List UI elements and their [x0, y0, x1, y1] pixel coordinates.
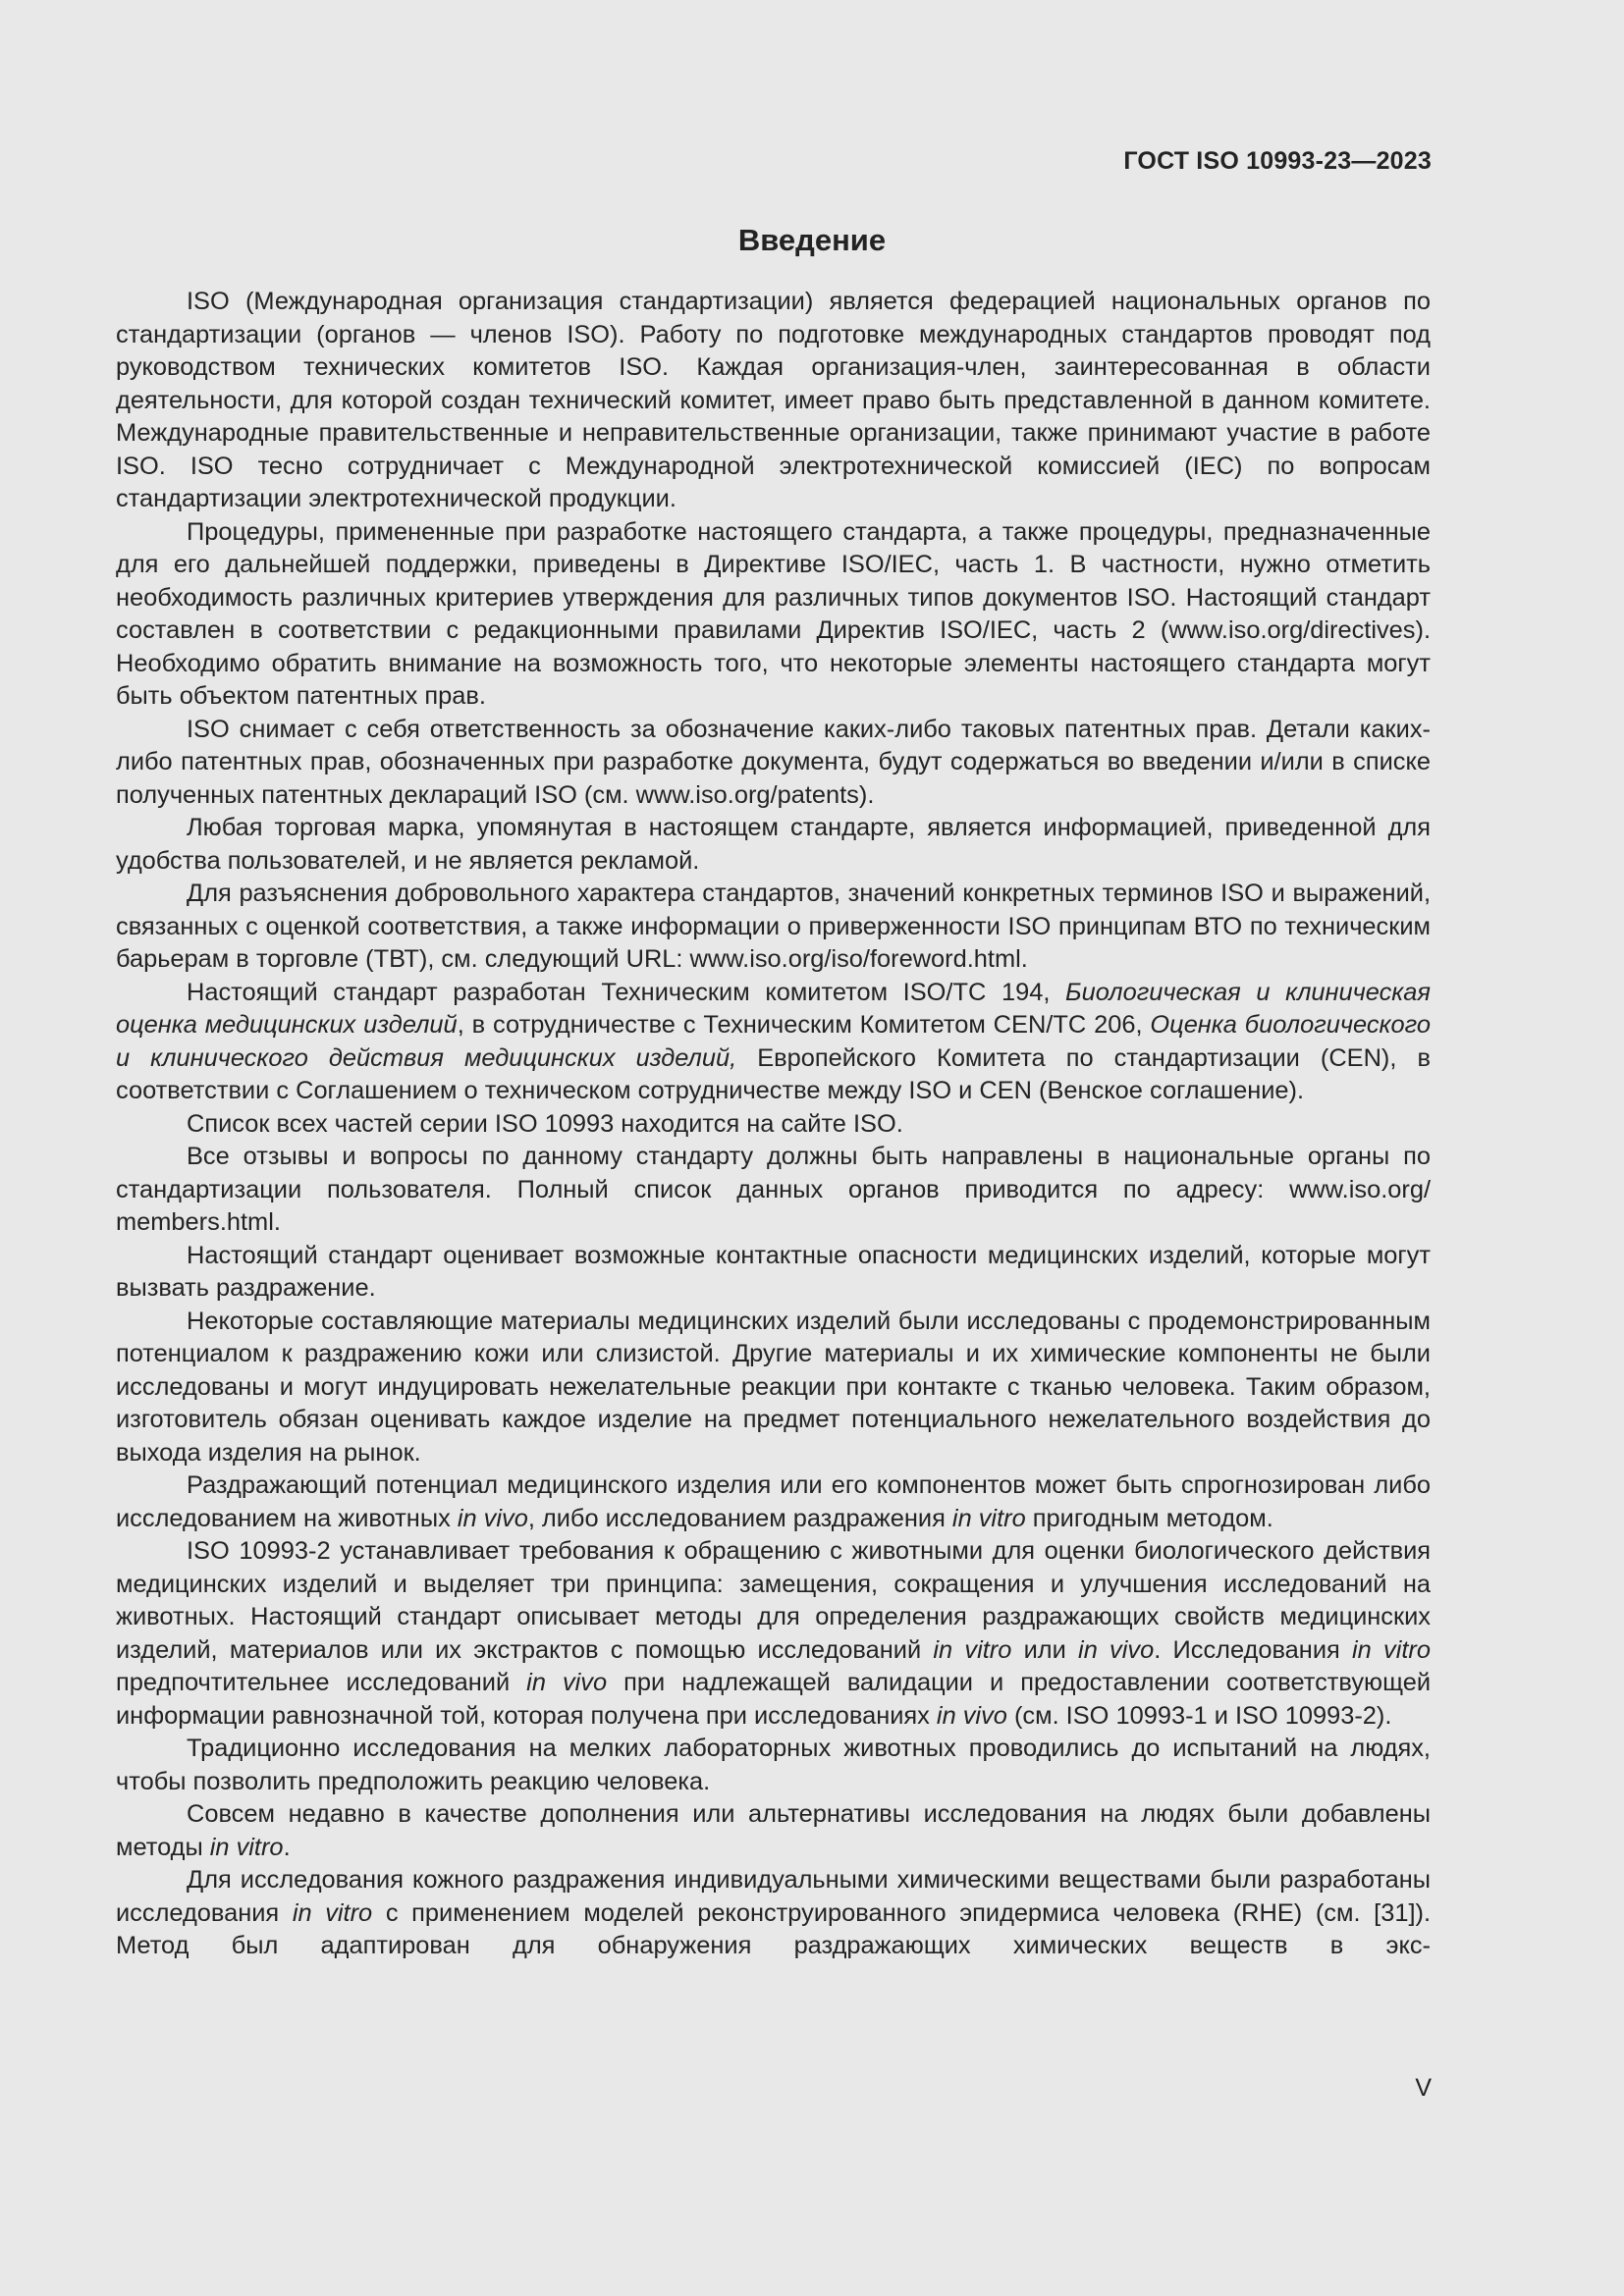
text-run: . Исследования: [1154, 1635, 1352, 1664]
paragraph: [116, 1306, 1431, 1470]
paragraph: [116, 1864, 1431, 1963]
text-run: Процедуры, примененные при разработке настоящего стандарта, а также процедуры, предназначенные для его дальнейшей поддержки, приведены в Директиве ISO/IEC, часть 1. В частности, нужно отметить необходимость различных критериев утверждения для различных типов документов ISO. Настоящий стандарт составлен в соответствии с редакционными правилами Директив ISO/IEC, часть 2 (www.iso.org/directives). Необходимо обратить внимание на возможность того, что некоторые элементы настоящего стандарта могут быть объектом патентных прав.: [116, 517, 1431, 710]
text-run: , в сотрудничестве с Техническим Комитетом CEN/TC 206,: [457, 1011, 1151, 1039]
body-text: [116, 286, 1431, 1963]
paragraph: [116, 1535, 1431, 1733]
text-run: Любая торговая марка, упомянутая в настоящем стандарте, является информацией, приведенной для удобства пользователей, и не является рекламой.: [116, 814, 1431, 875]
italic-text-run: in vivo: [526, 1669, 608, 1696]
italic-text-run: Оценка биологического и клинического действия медицинских изделий,: [116, 1011, 1431, 1072]
text-run: при надлежащей валидации и предоставлении соответствующей информации равнозначной той, которая получена при исследованиях: [116, 1669, 1431, 1730]
paragraph: [116, 516, 1431, 714]
paragraph: [116, 714, 1431, 813]
text-run: ISO (Международная организация стандартизации) является федерацией национальных органов по стандартизации (органов — членов ISO). Работу по подготовке международных стандартов проводят под руководством технических комитетов ISO. Каждая организация-член, заинтересованная в области деятельности, для которой создан технический комитет, имеет право быть представленной в данном комитете. Международные правительственные и неправительственные организации, также принимают участие в работе ISO. ISO тесно сотрудничает с Международной электротехнической комиссией (IEC) по вопросам стандартизации электротехнической продукции.: [116, 288, 1431, 512]
text-run: Список всех частей серии ISO 10993 находится на сайте ISO.: [187, 1109, 903, 1138]
text-run: предпочтительнее исследований: [116, 1669, 527, 1696]
paragraph: [116, 977, 1431, 1108]
text-run: или: [1011, 1635, 1079, 1664]
text-run: Настоящий стандарт разработан Техническим комитетом ISO/TC 194,: [187, 978, 1066, 1006]
text-run: ISO 10993-2 устанавливает требования к обращению с животными для оценки биологического действия медицинских изделий и выделяет три принципа: замещения, сокращения и улучшения исследований на животных. Настоящий стандарт описывает методы для определения раздражающих свойств медицинских изделий, материалов или их экстрактов с помощью исследований: [116, 1537, 1431, 1664]
text-run: с применением моделей реконструированного эпидермиса человека (RHE) (см. [31]). Метод был адаптирован для обнаружения раздражающих химических веществ в экс-: [116, 1898, 1432, 1959]
section-title: Введение: [737, 223, 887, 257]
text-run: Настоящий стандарт оценивает возможные контактные опасности медицинских изделий, которые могут вызвать раздражение.: [116, 1241, 1431, 1302]
text-run: пригодным методом.: [1025, 1504, 1273, 1532]
text-run: Раздражающий потенциал медицинского изделия или его компонентов может быть спрогнозирован либо исследованием на животных: [116, 1471, 1431, 1532]
italic-text-run: in vitro: [292, 1898, 373, 1927]
text-run: Некоторые составляющие материалы медицинских изделий были исследованы с продемонстрированным потенциалом к раздражению кожи или слизистой. Другие материалы и их химические компоненты не были исследованы и могут индуцировать нежелательные реакции при контакте с тканью человека. Таким образом, изготовитель обязан оценивать каждое изделие на предмет потенциального нежелательного воздействия до выхода изделия на рынок.: [116, 1307, 1431, 1467]
italic-text-run: in vitro: [933, 1635, 1012, 1664]
paragraph: [116, 878, 1431, 977]
paragraph: [116, 812, 1431, 878]
text-run: (см. ISO 10993-1 и ISO 10993-2).: [1006, 1701, 1392, 1730]
paragraph: [116, 1733, 1431, 1798]
paragraph: [116, 1469, 1431, 1535]
text-run: Европейского Комитета по стандартизации (CEN), в соответствии с Соглашением о техническом сотрудничестве между ISO и CEN (Венское соглашение).: [116, 1043, 1431, 1104]
text-run: Для разъяснения добровольного характера стандартов, значений конкретных терминов ISO и выражений, связанных с оценкой соответствия, а также информации о приверженности ISO принципам ВТО по техническим барьерам в торговле (ТВТ), см. следующий URL: www.iso.org/iso/foreword.html.: [116, 880, 1431, 973]
paragraph: [116, 286, 1431, 516]
page-number: V: [1415, 2074, 1432, 2102]
italic-text-run: in vivo: [1078, 1635, 1155, 1664]
italic-text-run: in vitro: [209, 1833, 284, 1861]
paragraph: [116, 1141, 1431, 1240]
text-run: Совсем недавно в качестве дополнения или альтернативы исследования на людях были добавлены методы: [116, 1800, 1431, 1861]
paragraph: [116, 1108, 1431, 1142]
italic-text-run: in vitro: [951, 1504, 1026, 1532]
text-run: Традиционно исследования на мелких лабораторных животных проводились до испытаний на людях, чтобы позволить предположить реакцию человека.: [116, 1735, 1431, 1795]
standard-code-header: ГОСТ ISO 10993-23—2023: [1123, 147, 1432, 175]
text-run: , либо исследованием раздражения: [527, 1504, 952, 1532]
paragraph: [116, 1240, 1431, 1306]
text-run: ISO снимает с себя ответственность за обозначение каких-либо таковых патентных прав. Детали каких-либо патентных прав, обозначенных при разработке документа, будут содержаться во введении и/или в списке полученных патентных деклараций ISO (см. www.iso.org/patents).: [116, 715, 1431, 809]
paragraph: [116, 1798, 1431, 1864]
text-run: Все отзывы и вопросы по данному стандарту должны быть направлены в национальные органы по стандартизации пользователя. Полный список данных органов приводится по адресу: www.iso.org/ members.html.: [116, 1143, 1431, 1236]
italic-text-run: in vitro: [1352, 1635, 1431, 1664]
text-run: .: [283, 1833, 291, 1861]
italic-text-run: in vivo: [457, 1504, 528, 1532]
italic-text-run: in vivo: [936, 1701, 1007, 1730]
italic-text-run: Биологическая и клиническая оценка медицинских изделий: [116, 978, 1431, 1039]
text-run: Для исследования кожного раздражения индивидуальными химическими веществами были разработаны исследования: [116, 1866, 1431, 1927]
